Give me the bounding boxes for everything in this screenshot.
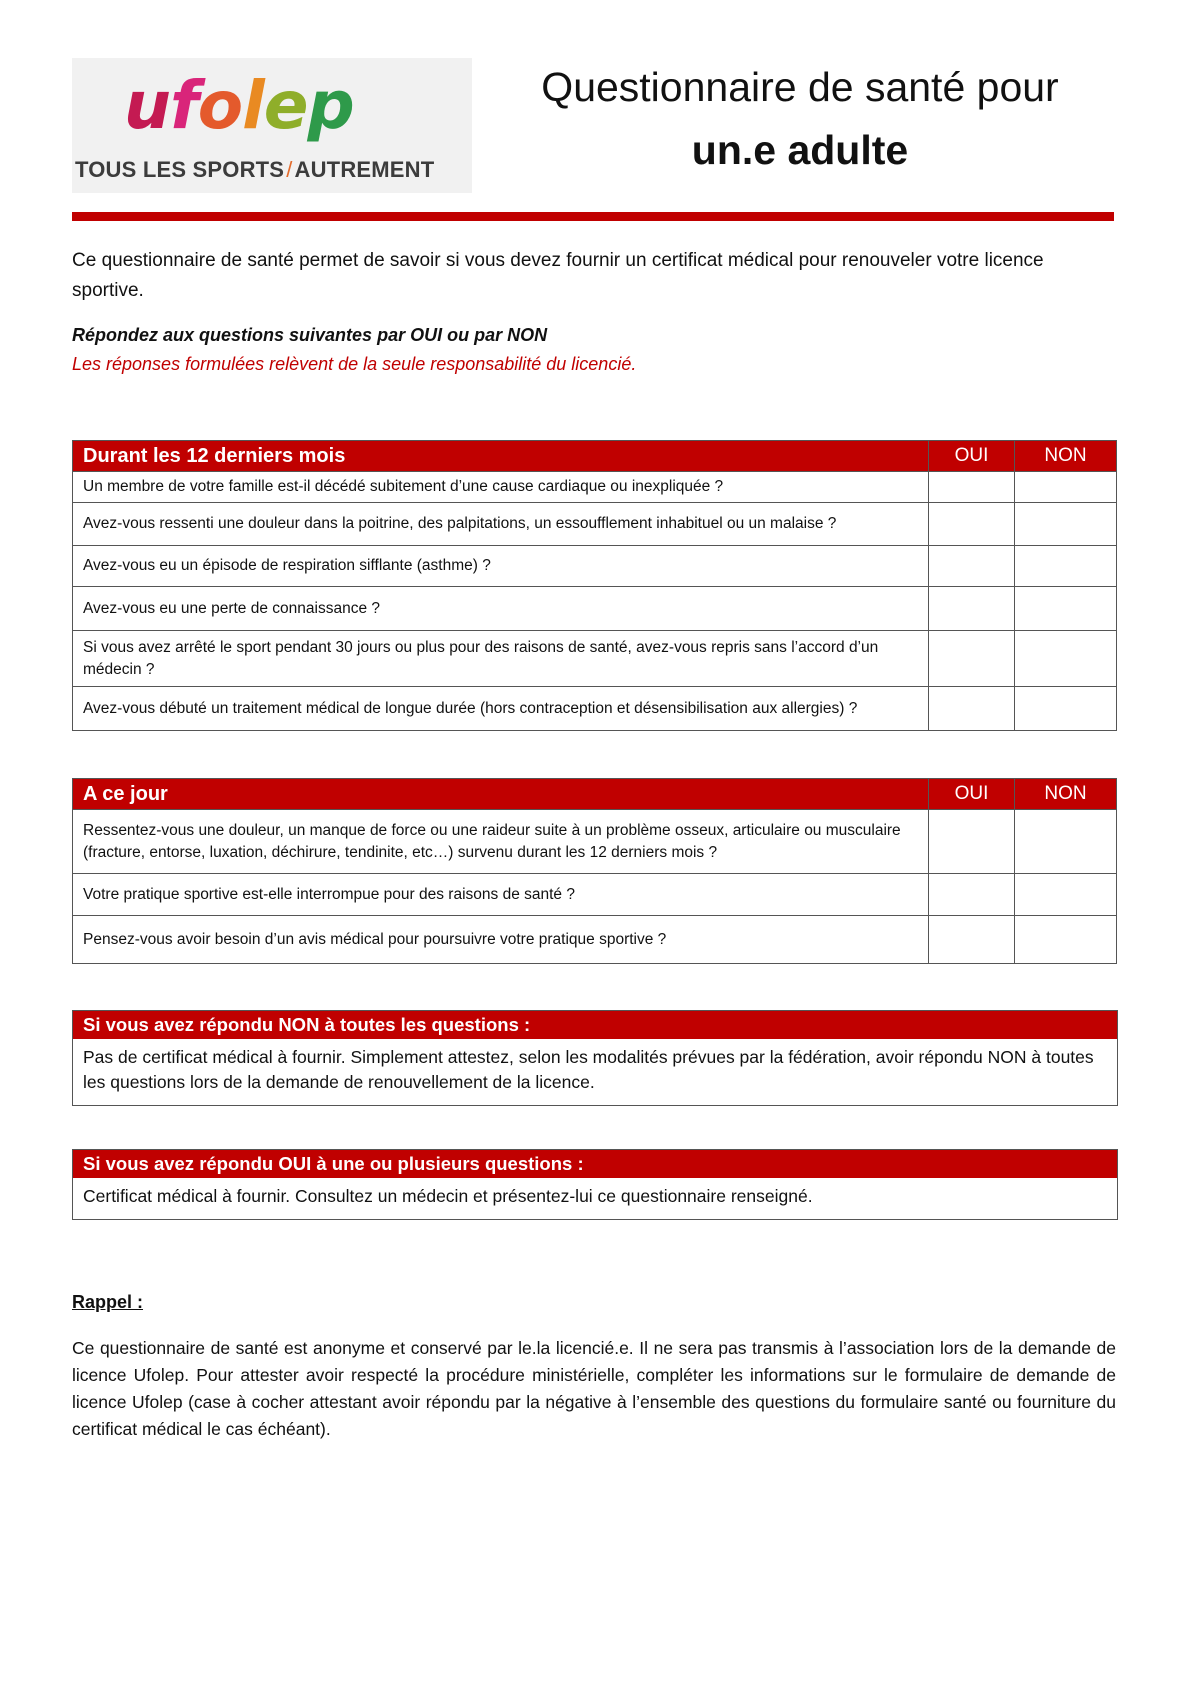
question-text: Avez-vous débuté un traitement médical de longue durée (hors contraception et désensibilisation aux allergies) ? — [73, 687, 929, 731]
question-row — [73, 916, 1117, 964]
info-box-text: Pas de certificat médical à fournir. Simplement attestez, selon les modalités prévues par la fédération, avoir répondu NON à toutes les questions lors de la demande de renouvellement de la licence. — [83, 1047, 1094, 1092]
table-header-row — [73, 779, 1117, 810]
answer-oui-cell[interactable] — [929, 874, 1015, 916]
answer-non-cell[interactable] — [1015, 503, 1117, 546]
question-row — [73, 810, 1117, 874]
page-title-line1: Questionnaire de santé pour — [541, 64, 1059, 110]
answer-non-cell[interactable] — [1015, 874, 1117, 916]
logo-letter: o — [197, 67, 243, 144]
section-heading: A ce jour — [73, 779, 929, 810]
answer-oui-cell[interactable] — [929, 587, 1015, 631]
section-heading: Durant les 12 derniers mois — [73, 441, 929, 472]
info-box-text: Certificat médical à fournir. Consultez un médecin et présentez-lui ce questionnaire renseigné. — [83, 1186, 813, 1206]
answer-non-cell[interactable] — [1015, 916, 1117, 964]
rappel-heading: Rappel : — [72, 1292, 144, 1312]
logo-letter: e — [263, 67, 308, 144]
question-row — [73, 587, 1117, 631]
question-text: Avez-vous eu une perte de connaissance ? — [73, 587, 929, 631]
rappel-text: Ce questionnaire de santé est anonyme et conservé par le.la licencié.e. Il ne sera pas transmis à l’association lors de la demande de licence Ufolep. Pour attester avoir respecté la procédure ministérielle, compléter les informations sur le formulaire de demande de licence Ufolep (case à cocher attestant avoir répondu par la négative à l’ensemble des questions du formulaire santé ou fourniture du certificat médical le cas échéant). — [72, 1338, 1116, 1439]
col-oui-header: OUI — [929, 779, 1015, 810]
question-text: Avez-vous eu un épisode de respiration sifflante (asthme) ? — [73, 546, 929, 587]
page-title-line2: un.e adulte — [691, 127, 909, 173]
question-text: Un membre de votre famille est-il décédé subitement d’une cause cardiaque ou inexpliquée ? — [73, 472, 929, 503]
question-row — [73, 503, 1117, 546]
question-row — [73, 546, 1117, 587]
intro-text: Ce questionnaire de santé permet de savoir si vous devez fournir un certificat médical pour renouveler votre licence sportive. — [72, 250, 1044, 301]
question-text: Votre pratique sportive est-elle interrompue pour des raisons de santé ? — [73, 874, 929, 916]
question-text: Ressentez-vous une douleur, un manque de force ou une raideur suite à un problème osseux, articulaire ou musculaire (fracture, entorse, luxation, déchirure, tendinite, etc…) survenu durant les 12 derniers mois ? — [73, 810, 929, 874]
answer-non-cell[interactable] — [1015, 810, 1117, 874]
question-text: Si vous avez arrêté le sport pendant 30 jours ou plus pour des raisons de santé, avez-vous repris sans l’accord d’un médecin ? — [73, 631, 929, 687]
logo-letter: f — [170, 67, 198, 144]
answer-non-cell[interactable] — [1015, 587, 1117, 631]
instruction-text: Répondez aux questions suivantes par OUI ou par NON — [72, 325, 548, 345]
answer-oui-cell[interactable] — [929, 503, 1015, 546]
answer-non-cell[interactable] — [1015, 546, 1117, 587]
info-box-all-non — [72, 1010, 1118, 1106]
question-text: Pensez-vous avoir besoin d’un avis médical pour poursuivre votre pratique sportive ? — [73, 916, 929, 964]
answer-oui-cell[interactable] — [929, 810, 1015, 874]
info-box-heading: Si vous avez répondu OUI à une ou plusieurs questions : — [73, 1150, 1117, 1178]
ufolep-logo — [72, 58, 472, 193]
answer-oui-cell[interactable] — [929, 472, 1015, 503]
answer-non-cell[interactable] — [1015, 472, 1117, 503]
info-box-any-oui — [72, 1149, 1118, 1220]
responsibility-warning: Les réponses formulées relèvent de la seule responsabilité du licencié. — [72, 354, 637, 374]
answer-oui-cell[interactable] — [929, 916, 1015, 964]
logo-tagline-left: TOUS LES SPORTS — [75, 157, 285, 182]
answer-non-cell[interactable] — [1015, 687, 1117, 731]
col-non-header: NON — [1015, 441, 1117, 472]
question-row — [73, 631, 1117, 687]
questions-table-12-months — [72, 440, 1117, 731]
table-header-row — [73, 441, 1117, 472]
info-box-heading: Si vous avez répondu NON à toutes les questions : — [73, 1011, 1117, 1039]
question-row — [73, 874, 1117, 916]
logo-tagline-slash: / — [286, 157, 293, 182]
logo-letter: u — [124, 67, 170, 144]
answer-oui-cell[interactable] — [929, 687, 1015, 731]
answer-non-cell[interactable] — [1015, 631, 1117, 687]
answer-oui-cell[interactable] — [929, 631, 1015, 687]
question-row — [73, 472, 1117, 503]
logo-letter: p — [307, 67, 354, 144]
answer-oui-cell[interactable] — [929, 546, 1015, 587]
questions-table-today — [72, 778, 1117, 964]
col-non-header: NON — [1015, 779, 1117, 810]
col-oui-header: OUI — [929, 441, 1015, 472]
logo-tagline — [75, 157, 434, 183]
question-row — [73, 687, 1117, 731]
logo-wordmark — [124, 68, 354, 144]
logo-tagline-right: AUTREMENT — [294, 157, 435, 182]
logo-letter: l — [242, 67, 264, 144]
header-divider — [72, 212, 1114, 221]
question-text: Avez-vous ressenti une douleur dans la poitrine, des palpitations, un essoufflement inhabituel ou un malaise ? — [73, 503, 929, 546]
